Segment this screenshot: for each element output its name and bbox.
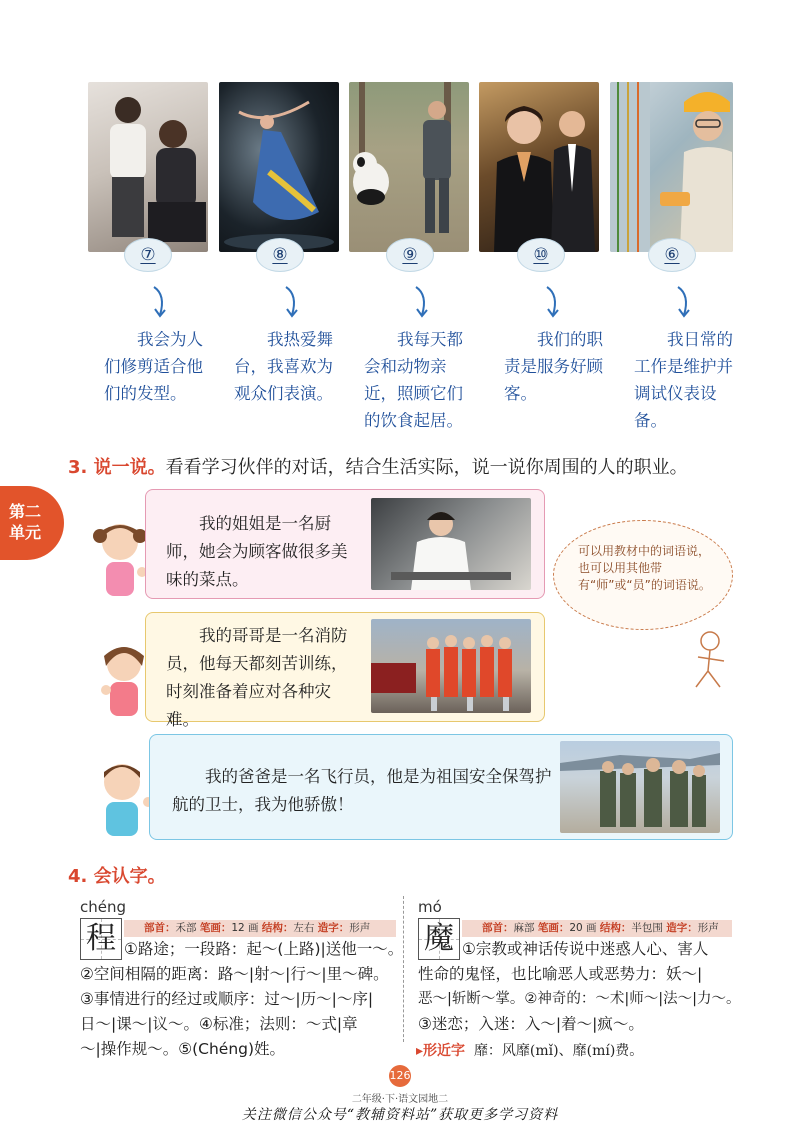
definition-line: ③事情进行的经过或顺序：过～|历～|～序| (80, 990, 374, 1008)
arrow-down-icon (672, 285, 696, 321)
number-badge: ⑩ (517, 238, 565, 272)
definition-line: ①路途；一段路：起～(上路)|送他一～。 (124, 940, 404, 958)
number-badge: ⑨ (386, 238, 434, 272)
arrow-down-icon (410, 285, 434, 321)
section-4-heading: 4. 会认字。 (68, 866, 166, 887)
profession-description: 我热爱舞台，我喜欢为观众们表演。 (234, 330, 333, 403)
photo-firefighters (371, 619, 531, 713)
character-meta: 部首：麻部 笔画：20 画 结构：半包围 造字：形声 (462, 920, 732, 937)
definition-line: ①宗教或神话传说中迷惑人心、害人 (462, 940, 709, 958)
photo-dancer (219, 82, 339, 252)
dialog-text: 我的哥哥是一名消防员，他每天都刻苦训练，时刻准备着应对各种灾难。 (166, 626, 348, 729)
photo-hairdresser (88, 82, 208, 252)
pinyin: chéng (80, 898, 127, 916)
pinyin: mó (418, 898, 442, 916)
definition-line: 恶～|斩断～掌。②神奇的：～术|师～|法～|力～。 (418, 991, 741, 1007)
arrow-down-icon (280, 285, 304, 321)
section-3-heading: 3. 说一说。看看学习伙伴的对话，结合生活实际，说一说你周围的人的职业。 (68, 457, 688, 478)
photo-service-staff (479, 82, 599, 252)
girl-avatar (92, 518, 150, 600)
number-badge: ⑧ (256, 238, 304, 272)
character-meta: 部首：禾部 笔画：12 画 结构：左右 造字：形声 (124, 920, 396, 937)
photo-pilots (560, 741, 720, 833)
mascot-sketch-icon (684, 627, 734, 691)
arrow-down-icon (148, 285, 172, 321)
footer-grade: 二年级·下·语文园地二 (351, 1094, 449, 1105)
similar-character: ▸形近字 靡：风靡(mǐ)、靡(mí)费。 (416, 1043, 644, 1059)
number-badge: ⑥ (648, 238, 696, 272)
column-divider (403, 896, 404, 1042)
tip-text: 可以用教材中的词语说，也可以用其他带有“师”或“员”的词语说。 (578, 544, 711, 592)
profession-description: 我每天都会和动物亲近，照顾它们的饮食起居。 (364, 330, 463, 430)
boy-avatar (94, 756, 156, 840)
character-box: 程 (80, 918, 122, 960)
definition-line: 日～|课～|议～。④标准；法则：～式|章 (80, 1015, 358, 1033)
footer-note: 关注微信公众号“教辅资料站”获取更多学习资料 (241, 1107, 559, 1123)
page-number: 126 (389, 1065, 411, 1087)
definition-line: 性命的鬼怪，也比喻恶人或恶势力：妖～| (418, 965, 703, 983)
definition-line: ～|操作规～。⑤(Chéng)姓。 (80, 1040, 286, 1058)
dialog-text: 我的姐姐是一名厨师，她会为顾客做很多美味的菜点。 (166, 514, 348, 589)
arrow-down-icon (541, 285, 565, 321)
profession-description: 我会为人们修剪适合他们的发型。 (104, 330, 203, 403)
girl-avatar (98, 640, 150, 720)
profession-description: 我日常的工作是维护并调试仪表设备。 (634, 330, 733, 430)
definition-line: ②空间相隔的距离：路～|射～|行～|里～碑。 (80, 965, 389, 983)
definition-line: ③迷恋；入迷：入～|着～|疯～。 (418, 1015, 644, 1033)
character-box: 魔 (418, 918, 460, 960)
number-badge: ⑦ (124, 238, 172, 272)
photo-zookeeper (349, 82, 469, 252)
unit-tab: 第二 单元 (0, 486, 64, 560)
photo-chef (371, 498, 531, 590)
dialog-text: 我的爸爸是一名飞行员，他是为祖国安全保驾护航的卫士，我为他骄傲！ (172, 767, 552, 814)
profession-description: 我们的职责是服务好顾客。 (504, 330, 603, 403)
photo-technician (610, 82, 733, 252)
